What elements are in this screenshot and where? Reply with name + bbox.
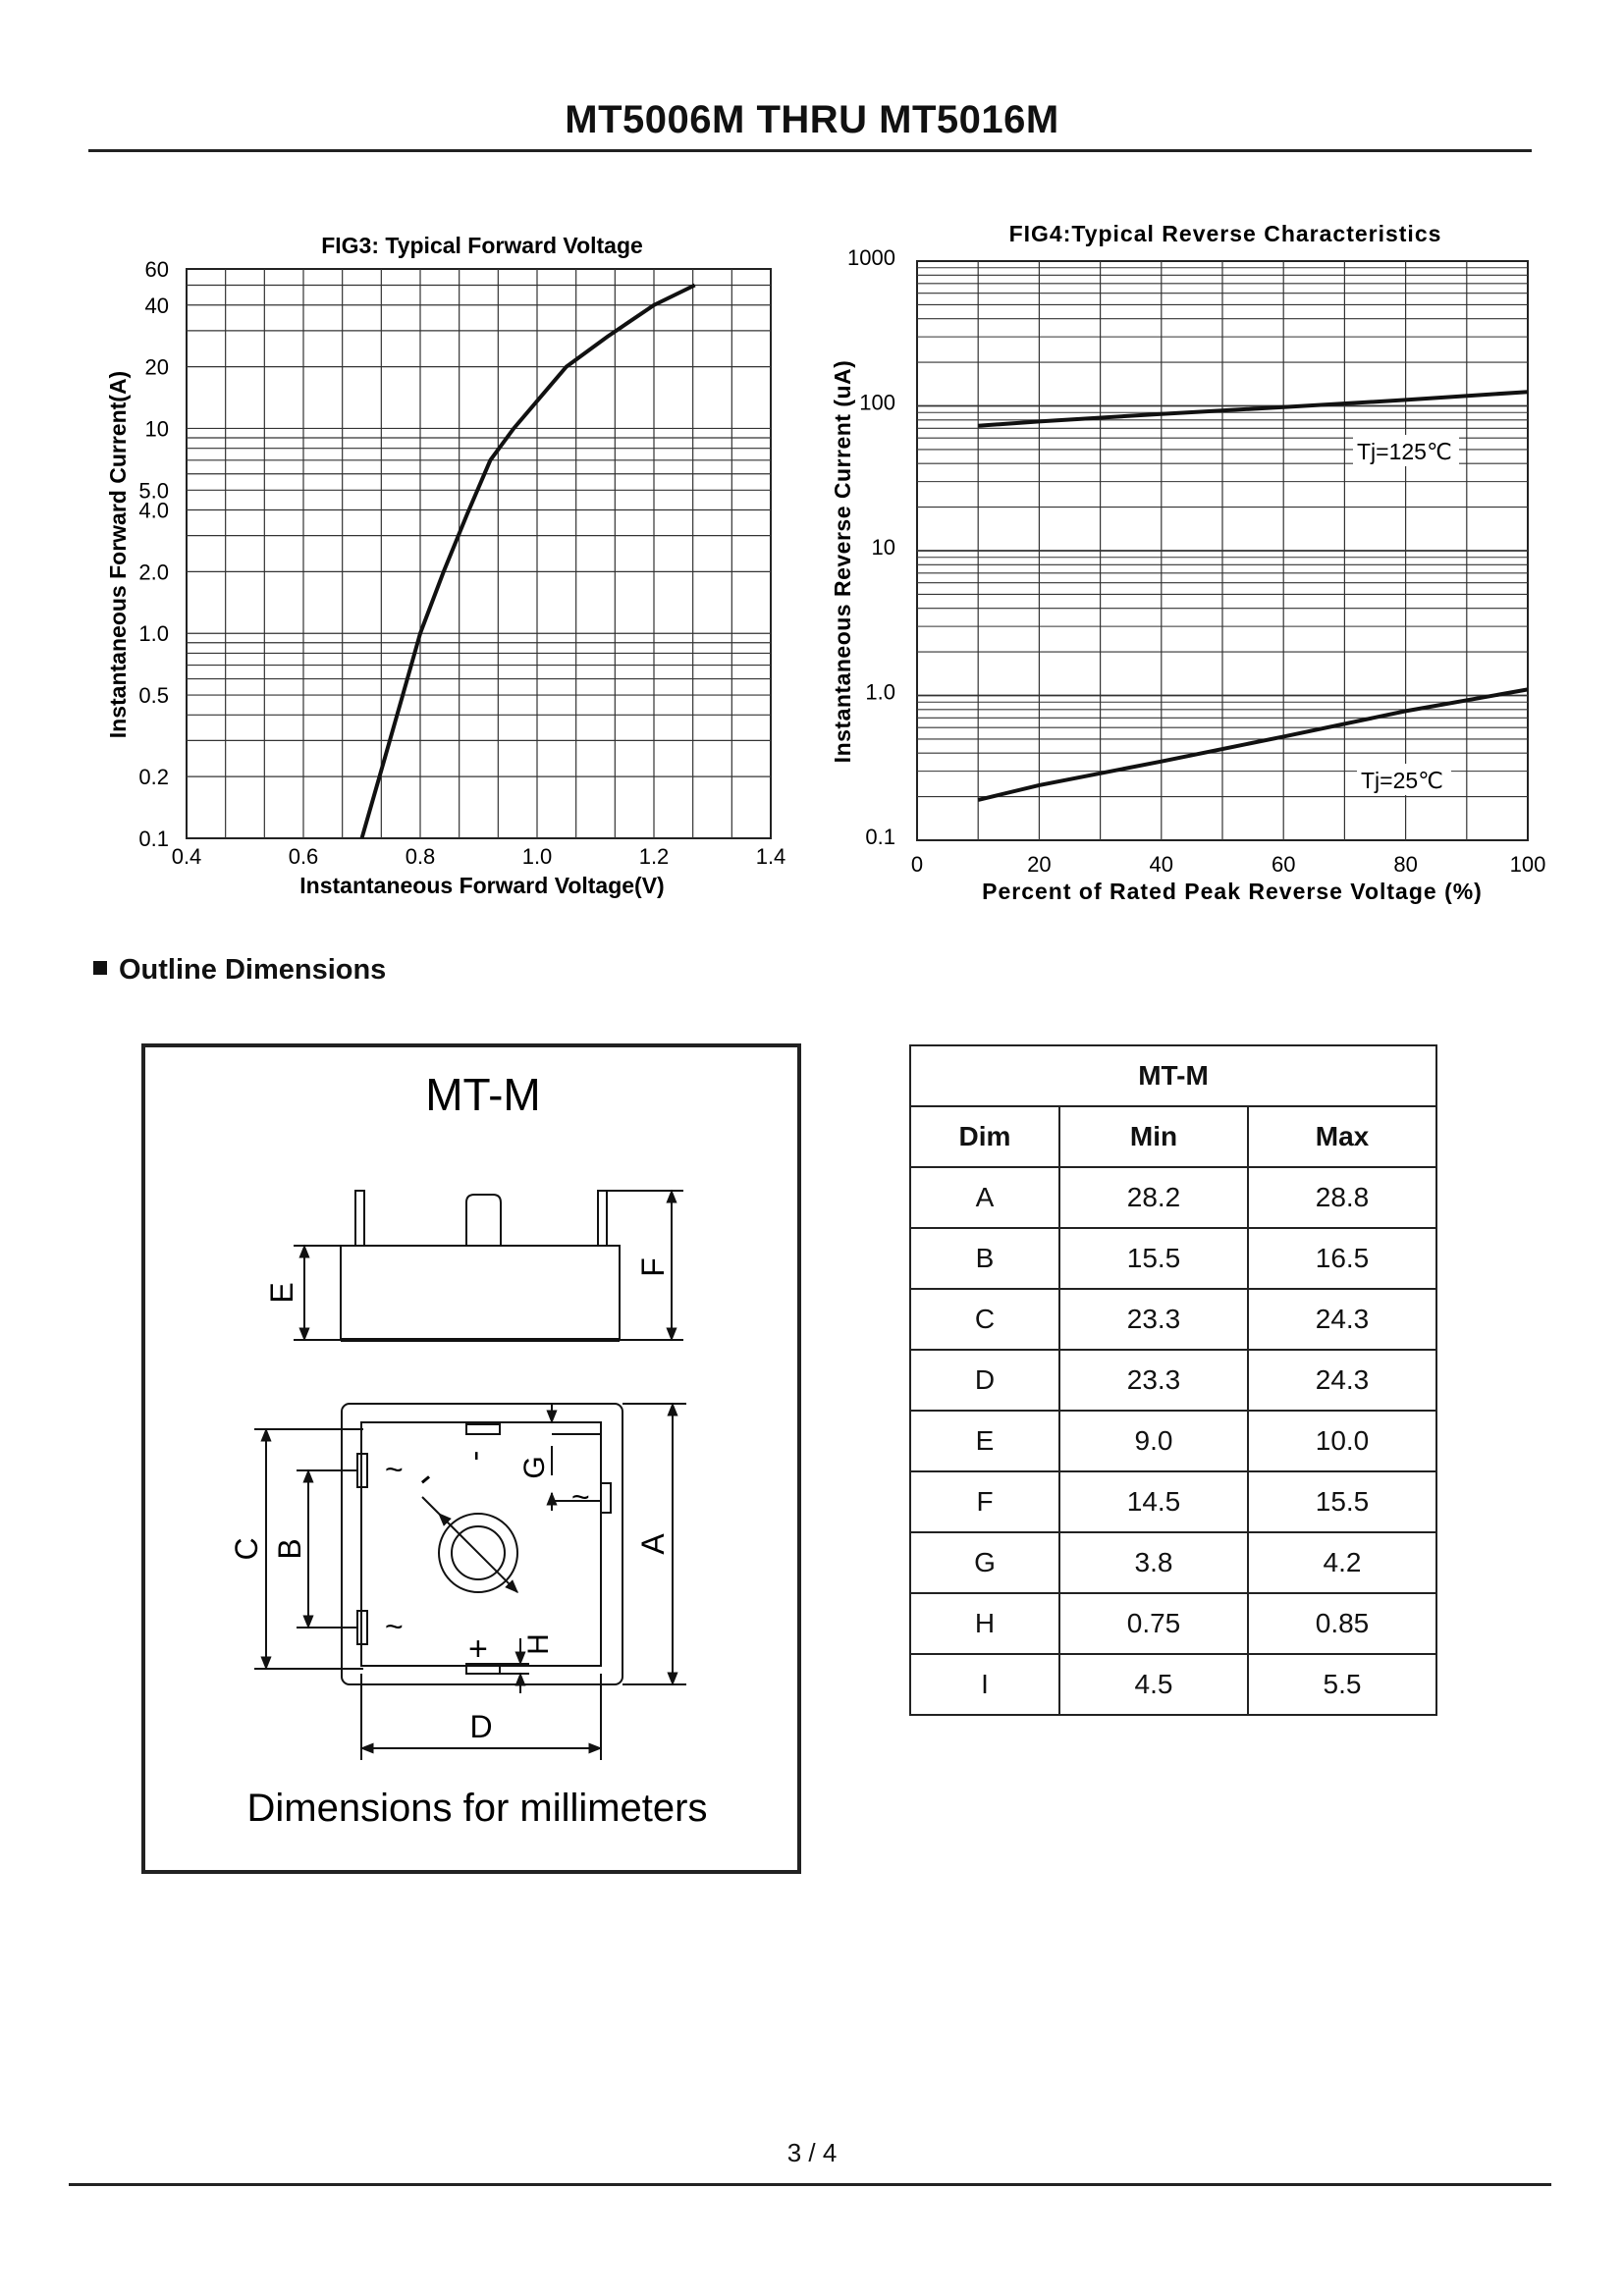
table-row bbox=[910, 1654, 1436, 1715]
table-row bbox=[910, 1593, 1436, 1654]
cell-dim: D bbox=[910, 1350, 1059, 1411]
cell-max: 28.8 bbox=[1248, 1167, 1436, 1228]
fig3-title: FIG3: Typical Forward Voltage bbox=[321, 233, 643, 258]
dim-label-c: C bbox=[229, 1537, 264, 1561]
fig3-x-tick-label: 1.2 bbox=[638, 844, 670, 869]
package-name: MT-M bbox=[425, 1069, 541, 1120]
cell-dim: C bbox=[910, 1289, 1059, 1350]
fig4-x-tick-label: 80 bbox=[1393, 852, 1418, 877]
cell-max: 4.2 bbox=[1248, 1532, 1436, 1593]
dim-label-e: E bbox=[264, 1282, 299, 1304]
fig4-y-tick-label: 1.0 bbox=[865, 679, 895, 705]
dim-label-b: B bbox=[272, 1538, 307, 1560]
fig4-label-125: Tj=125℃ bbox=[1357, 439, 1452, 464]
plus-symbol: + bbox=[468, 1630, 488, 1668]
cell-min: 14.5 bbox=[1059, 1471, 1248, 1532]
document-title: MT5006M THRU MT5016M bbox=[565, 98, 1059, 141]
dim-label-a: A bbox=[635, 1533, 671, 1555]
cell-max: 24.3 bbox=[1248, 1289, 1436, 1350]
cell-max: 16.5 bbox=[1248, 1228, 1436, 1289]
header-dim: Dim bbox=[910, 1106, 1059, 1167]
cell-max: 15.5 bbox=[1248, 1471, 1436, 1532]
fig3-y-tick-label: 20 bbox=[144, 354, 169, 380]
table-row bbox=[910, 1228, 1436, 1289]
dimensions-table bbox=[909, 1044, 1437, 1716]
table-row bbox=[910, 1471, 1436, 1532]
table-body bbox=[910, 1167, 1436, 1715]
fig3-y-tick-label: 0.5 bbox=[138, 683, 169, 709]
fig3-y-tick-label: 60 bbox=[144, 257, 169, 282]
ac-symbol-3: ~ bbox=[571, 1479, 590, 1515]
header-min: Min bbox=[1059, 1106, 1248, 1167]
fig3-y-tick-label: 0.1 bbox=[138, 827, 169, 851]
fig3-y-tick-label: 1.0 bbox=[138, 621, 169, 647]
table-row bbox=[910, 1289, 1436, 1350]
fig4-title: FIG4:Typical Reverse Characteristics bbox=[1008, 221, 1442, 246]
dim-label-h: H bbox=[522, 1633, 555, 1655]
fig3-x-tick-label: 0.4 bbox=[171, 844, 202, 869]
cell-max: 0.85 bbox=[1248, 1593, 1436, 1654]
dim-label-d: D bbox=[469, 1709, 493, 1744]
fig4-x-tick-label: 20 bbox=[1027, 852, 1052, 877]
table-title-row bbox=[910, 1045, 1436, 1106]
header-max: Max bbox=[1248, 1106, 1436, 1167]
fig3-y-tick-label: 0.2 bbox=[138, 765, 169, 790]
side-view bbox=[294, 1191, 683, 1340]
ac-symbol-1: ~ bbox=[385, 1452, 404, 1487]
table-row bbox=[910, 1411, 1436, 1471]
table-header-row bbox=[910, 1106, 1436, 1167]
fig4-y-tick-label: 100 bbox=[859, 390, 895, 415]
fig3-x-tick-label: 0.6 bbox=[288, 844, 319, 869]
cell-min: 15.5 bbox=[1059, 1228, 1248, 1289]
table-row bbox=[910, 1532, 1436, 1593]
table-row bbox=[910, 1167, 1436, 1228]
cell-max: 5.5 bbox=[1248, 1654, 1436, 1715]
cell-max: 24.3 bbox=[1248, 1350, 1436, 1411]
bottom-rule bbox=[69, 2183, 1551, 2186]
cell-dim: I bbox=[910, 1654, 1059, 1715]
fig4-x-tick-label: 60 bbox=[1271, 852, 1296, 877]
cell-min: 3.8 bbox=[1059, 1532, 1248, 1593]
fig4-x-tick-label: 40 bbox=[1149, 852, 1174, 877]
table-row bbox=[910, 1350, 1436, 1411]
ac-symbol-2: ~ bbox=[385, 1609, 404, 1644]
fig3-x-tick-label: 1.4 bbox=[755, 844, 786, 869]
cell-min: 28.2 bbox=[1059, 1167, 1248, 1228]
fig3-y-tick-label: 4.0 bbox=[138, 498, 169, 523]
cell-dim: G bbox=[910, 1532, 1059, 1593]
fig4-chart bbox=[830, 221, 1545, 904]
table-title: MT-M bbox=[910, 1045, 1436, 1106]
fig4-label-25: Tj=25℃ bbox=[1361, 768, 1444, 793]
cell-dim: A bbox=[910, 1167, 1059, 1228]
dim-label-g: G bbox=[518, 1456, 551, 1479]
fig3-series-line bbox=[362, 286, 695, 839]
cell-dim: F bbox=[910, 1471, 1059, 1532]
section-heading-text: Outline Dimensions bbox=[119, 954, 387, 986]
cell-max: 10.0 bbox=[1248, 1411, 1436, 1471]
fig4-series-125 bbox=[978, 392, 1528, 426]
dim-label-f: F bbox=[635, 1257, 671, 1277]
fig3-y-tick-label: 5.0 bbox=[138, 478, 169, 504]
fig3-y-axis-label: Instantaneous Forward Current(A) bbox=[105, 370, 131, 739]
fig3-grid bbox=[187, 269, 771, 838]
cell-min: 0.75 bbox=[1059, 1593, 1248, 1654]
cell-min: 23.3 bbox=[1059, 1350, 1248, 1411]
fig4-y-tick-label: 1000 bbox=[847, 245, 895, 270]
cell-dim: B bbox=[910, 1228, 1059, 1289]
drawing-caption: Dimensions for millimeters bbox=[246, 1787, 708, 1830]
fig3-plot-frame bbox=[187, 269, 771, 838]
fig3-x-axis-label: Instantaneous Forward Voltage(V) bbox=[299, 873, 665, 898]
outline-drawing bbox=[141, 1043, 809, 1878]
fig4-x-axis-label: Percent of Rated Peak Reverse Voltage (%) bbox=[982, 879, 1483, 904]
fig4-y-tick-label: 0.1 bbox=[865, 825, 895, 849]
minus-symbol-1: - bbox=[457, 1450, 492, 1462]
fig3-y-tick-label: 10 bbox=[144, 416, 169, 442]
cell-dim: H bbox=[910, 1593, 1059, 1654]
fig3-x-tick-label: 1.0 bbox=[521, 844, 553, 869]
section-heading bbox=[93, 954, 386, 987]
fig4-x-tick-label: 0 bbox=[910, 852, 924, 877]
fig4-y-tick-label: 10 bbox=[871, 535, 895, 560]
bullet-icon bbox=[93, 961, 107, 975]
fig3-x-tick-label: 0.8 bbox=[405, 844, 436, 869]
page-number: 3 / 4 bbox=[786, 2138, 838, 2167]
fig3-y-tick-label: 2.0 bbox=[138, 560, 169, 585]
cell-min: 4.5 bbox=[1059, 1654, 1248, 1715]
cell-min: 9.0 bbox=[1059, 1411, 1248, 1471]
cell-dim: E bbox=[910, 1411, 1059, 1471]
fig3-y-tick-label: 40 bbox=[144, 293, 169, 318]
minus-symbol-2: - bbox=[406, 1458, 443, 1498]
fig4-y-axis-label: Instantaneous Reverse Current (uA) bbox=[830, 359, 855, 764]
fig4-grid bbox=[917, 261, 1528, 840]
fig3-chart bbox=[105, 233, 785, 898]
cell-min: 23.3 bbox=[1059, 1289, 1248, 1350]
fig4-x-tick-label: 100 bbox=[1509, 852, 1546, 877]
